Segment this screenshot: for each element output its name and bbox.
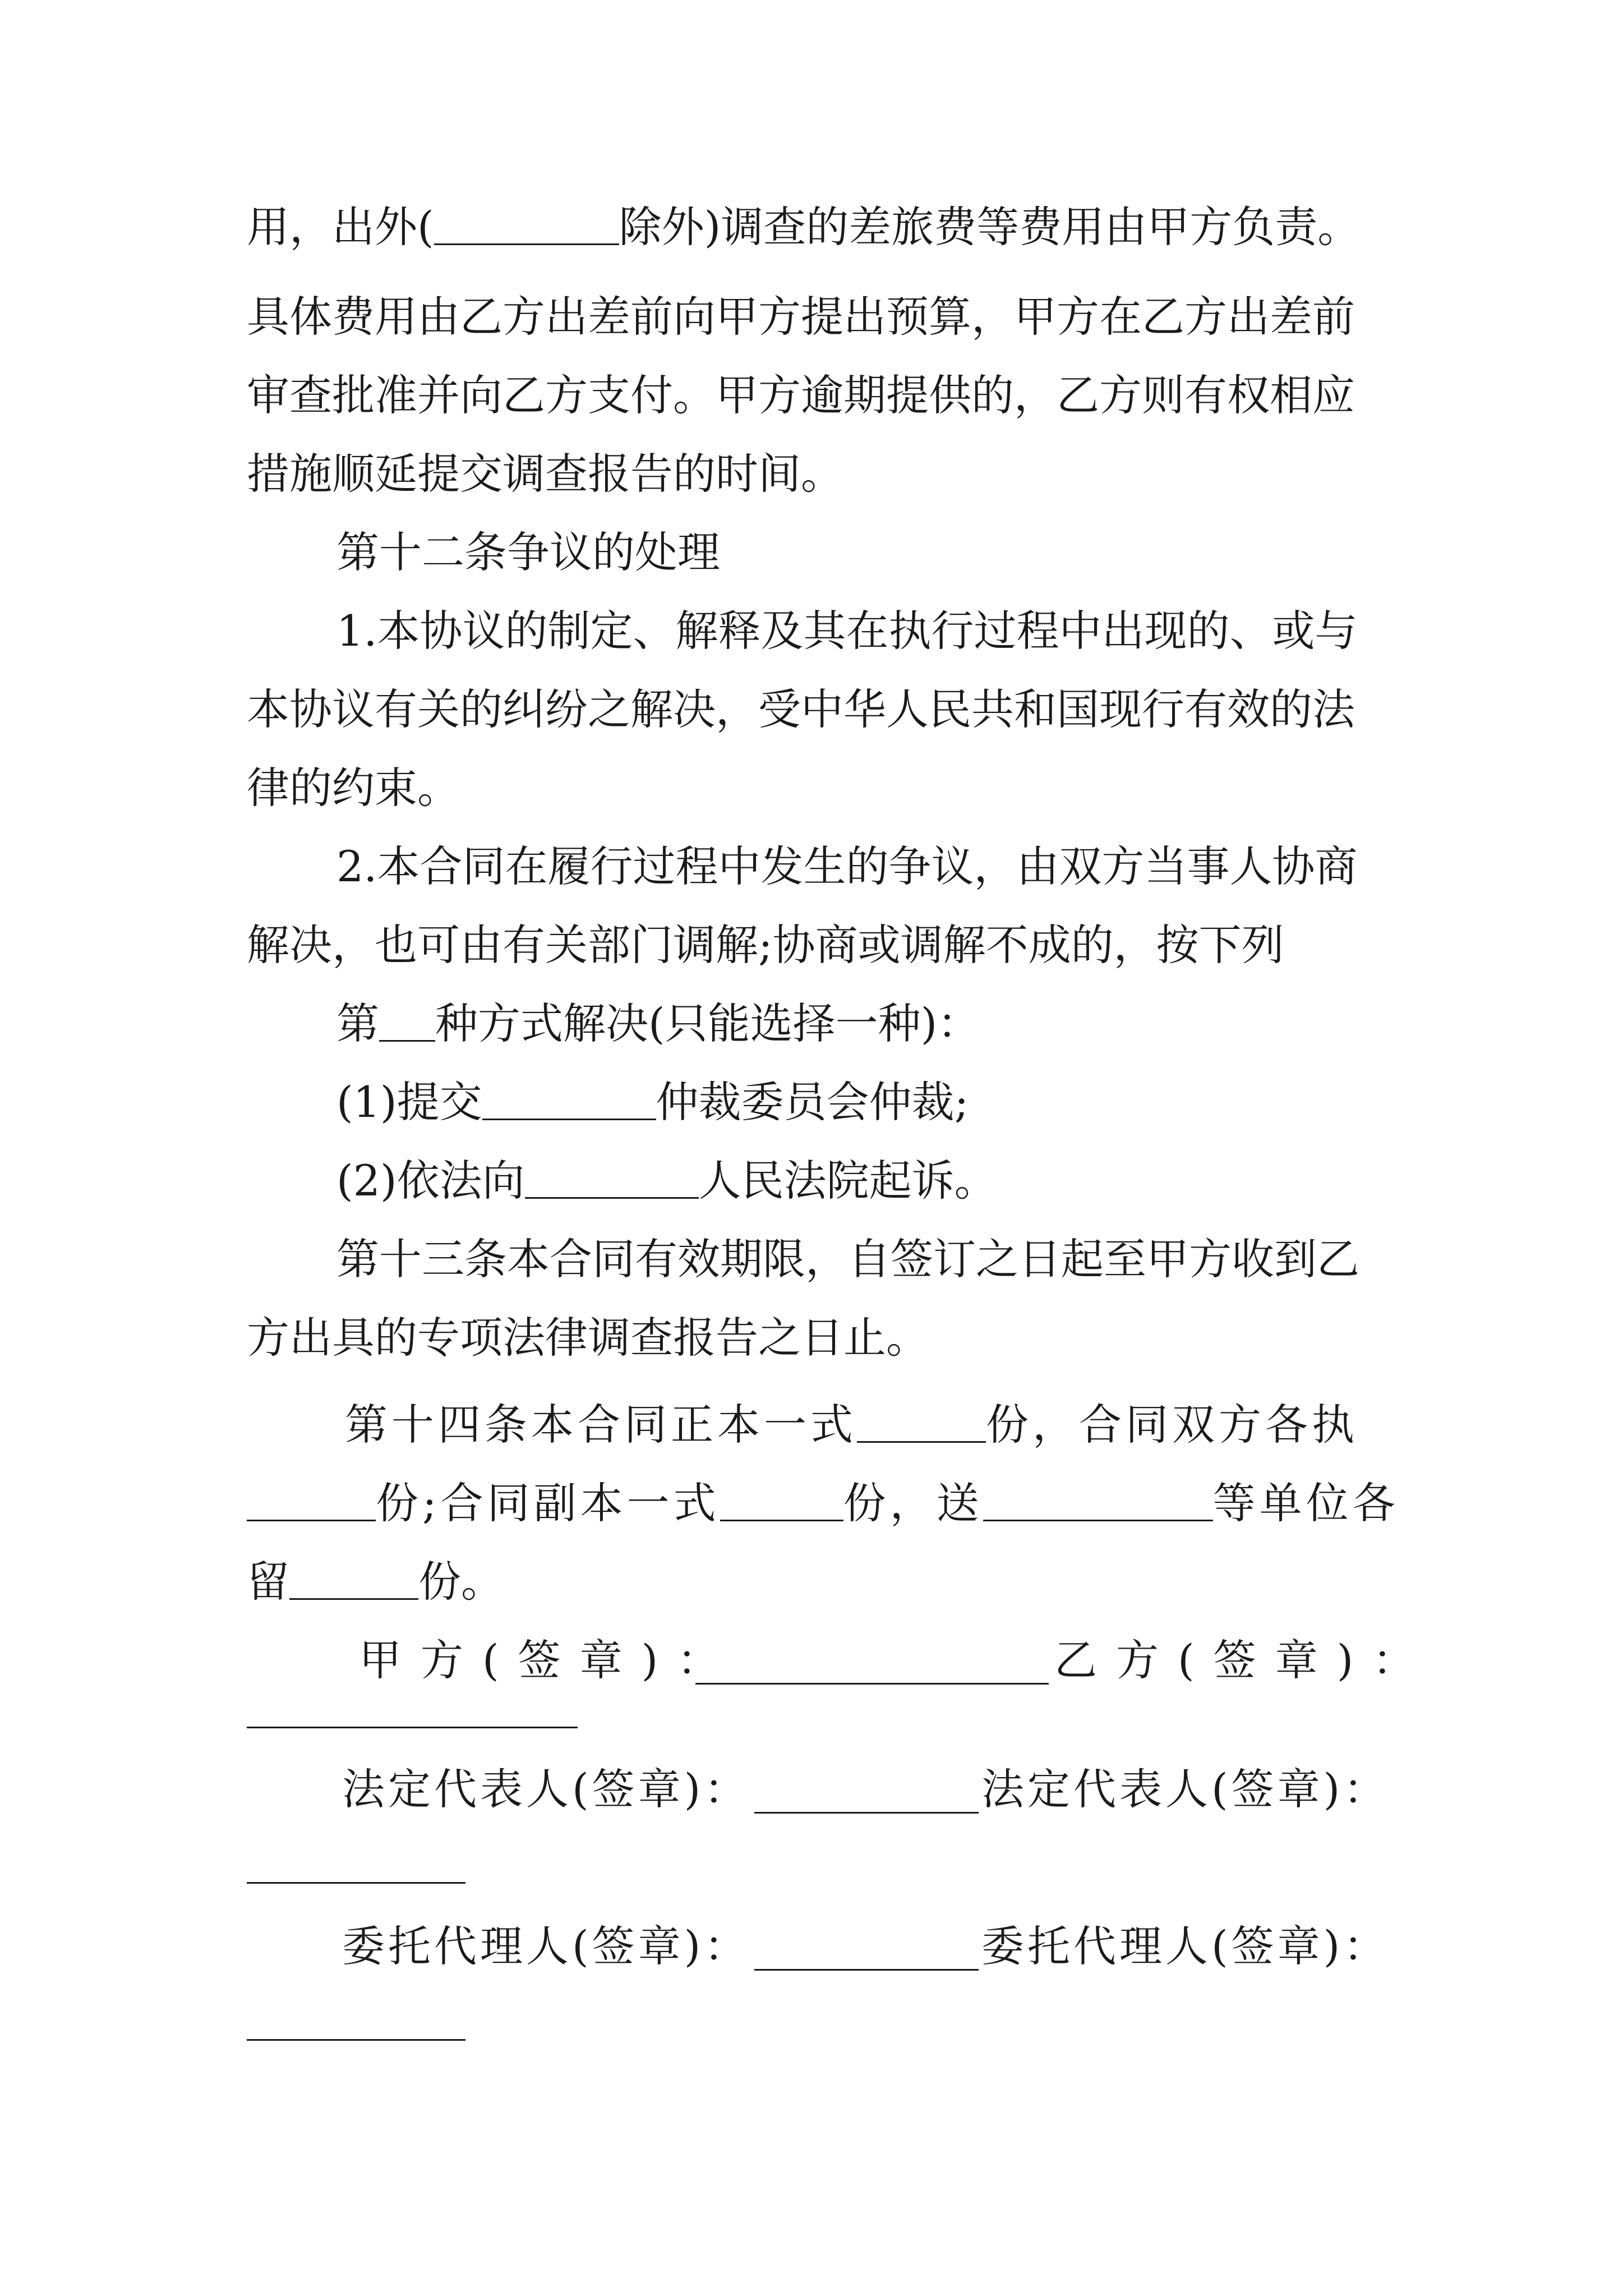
text-line: 1.本协议的制定、解释及其在执行过程中出现的、或与	[336, 606, 1358, 656]
text-line	[336, 996, 1385, 1052]
agent-a-signature-line	[754, 1969, 979, 1971]
text-line	[336, 1153, 1385, 1209]
text-segment: 等单位各	[1212, 1478, 1399, 1528]
legal-rep-b-signature-line	[247, 1882, 465, 1884]
text-segment: 份;合同副本一式	[376, 1478, 720, 1528]
text-line: 本协议有关的纠纷之解决，受中华人民共和国现行有效的法	[247, 684, 1355, 734]
text-line: 方出具的专项法律调查报告之日止。	[247, 1313, 929, 1363]
fill-blank	[525, 1158, 699, 1199]
legal-rep-b-label: 法定代表人(签章)：	[981, 1764, 1390, 1814]
text-line	[247, 1475, 1399, 1531]
agent-a-label: 委托代理人(签章)：	[342, 1921, 750, 1971]
text-segment: 人民法院起诉。	[698, 1156, 997, 1205]
text-segment: 用，出外(	[247, 202, 434, 252]
text-line: 律的约束。	[247, 763, 460, 813]
text-segment: 种方式解决(只能选择一种)：	[435, 999, 980, 1048]
text-line	[247, 199, 1385, 255]
fill-blank	[482, 1079, 656, 1120]
fill-blank	[289, 1559, 418, 1600]
party-b-signature-label: 乙方(签章)：	[1054, 1635, 1435, 1685]
fill-blank	[247, 1480, 376, 1521]
agent-b-signature-line	[247, 2039, 465, 2041]
party-a-signature-label: 甲方(签章)：	[359, 1635, 739, 1685]
party-b-signature-line	[247, 1727, 578, 1728]
text-segment: 第十四条本合同正本一式	[345, 1400, 857, 1450]
party-a-signature-line	[695, 1683, 1049, 1685]
text-segment: 份，送	[843, 1478, 983, 1528]
text-line: 第十三条本合同有效期限，自签订之日起至甲方收到乙	[336, 1234, 1359, 1284]
agent-b-label: 委托代理人(签章)：	[981, 1921, 1390, 1971]
fill-blank	[857, 1402, 986, 1443]
legal-rep-a-signature-line	[754, 1812, 979, 1814]
text-line: 具体费用由乙方出差前向甲方提出预算，甲方在乙方出差前	[247, 292, 1355, 342]
text-line: 2.本合同在履行过程中发生的争议，由双方当事人协商	[336, 841, 1358, 891]
text-segment: (2)依法向	[336, 1156, 525, 1205]
text-line	[345, 1397, 1394, 1453]
text-segment: 留	[247, 1557, 289, 1607]
text-segment: 第	[336, 999, 379, 1048]
article-heading: 第十二条争议的处理	[336, 527, 720, 577]
fill-blank	[434, 204, 619, 245]
text-line: 审查批准并向乙方支付。甲方逾期提供的，乙方则有权相应	[247, 370, 1355, 420]
text-segment: 份。	[418, 1557, 504, 1607]
fill-blank	[379, 1001, 435, 1042]
text-line: 措施顺延提交调查报告的时间。	[247, 449, 843, 499]
text-line	[336, 1074, 1385, 1130]
text-segment: 份，合同双方各执	[986, 1400, 1358, 1450]
text-line: 解决，也可由有关部门调解;协商或调解不成的，按下列	[247, 920, 1284, 970]
text-segment: (1)提交	[336, 1077, 482, 1127]
fill-blank	[983, 1480, 1213, 1521]
legal-rep-a-label: 法定代表人(签章)：	[342, 1764, 750, 1814]
fill-blank	[720, 1480, 843, 1521]
text-segment: 仲裁委员会仲裁;	[656, 1077, 969, 1127]
text-segment: 除外)调查的差旅费等费用由甲方负责。	[619, 202, 1361, 252]
text-line	[247, 1554, 1385, 1610]
